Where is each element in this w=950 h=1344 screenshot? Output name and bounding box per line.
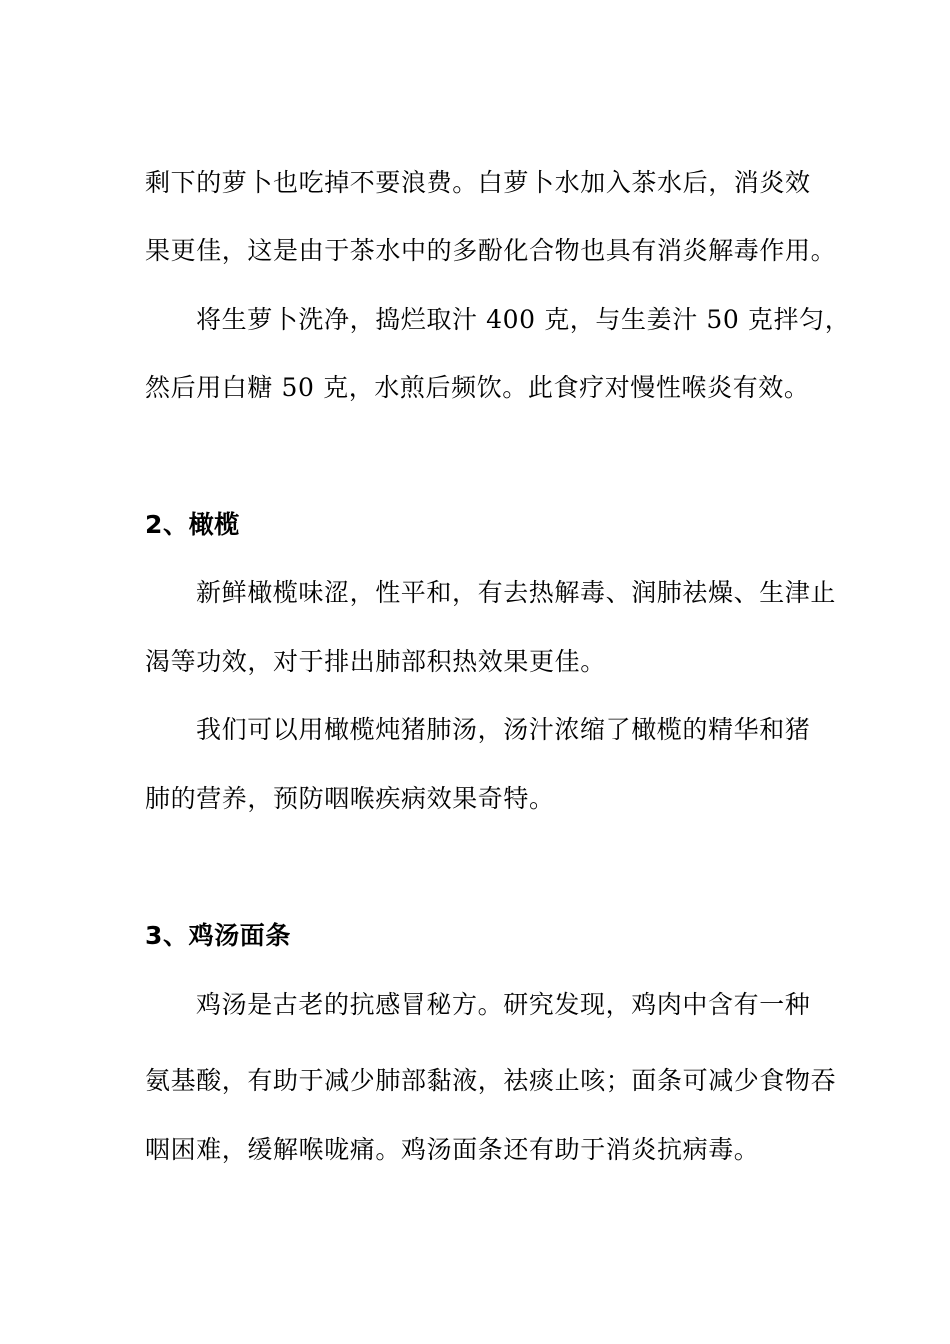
text-line: 渴等功效，对于排出肺部积热效果更佳。: [145, 647, 606, 676]
text-line: 鸡汤是古老的抗感冒秘方。研究发现，鸡肉中含有一种: [196, 990, 811, 1019]
text-line: 咽困难，缓解喉咙痛。鸡汤面条还有助于消炎抗病毒。: [145, 1135, 760, 1164]
text-line: 将生萝卜洗净，捣烂取汁 400 克，与生姜汁 50 克拌匀，: [196, 305, 851, 334]
text-line: 肺的营养，预防咽喉疾病效果奇特。: [145, 784, 555, 813]
section-heading-chicken-noodle-soup: 3、鸡汤面条: [145, 921, 291, 950]
section-heading-olive: 2、橄榄: [145, 510, 240, 539]
text-line: 然后用白糖 50 克，水煎后频饮。此食疗对慢性喉炎有效。: [145, 373, 810, 402]
text-line: 果更佳，这是由于茶水中的多酚化合物也具有消炎解毒作用。: [145, 236, 837, 265]
text-line: 新鲜橄榄味涩，性平和，有去热解毒、润肺祛燥、生津止: [196, 578, 837, 607]
text-line: 我们可以用橄榄炖猪肺汤，汤汁浓缩了橄榄的精华和猪: [196, 715, 811, 744]
text-line: 剩下的萝卜也吃掉不要浪费。白萝卜水加入茶水后，消炎效: [145, 168, 811, 197]
text-line: 氨基酸，有助于减少肺部黏液，祛痰止咳；面条可减少食物吞: [145, 1066, 837, 1095]
